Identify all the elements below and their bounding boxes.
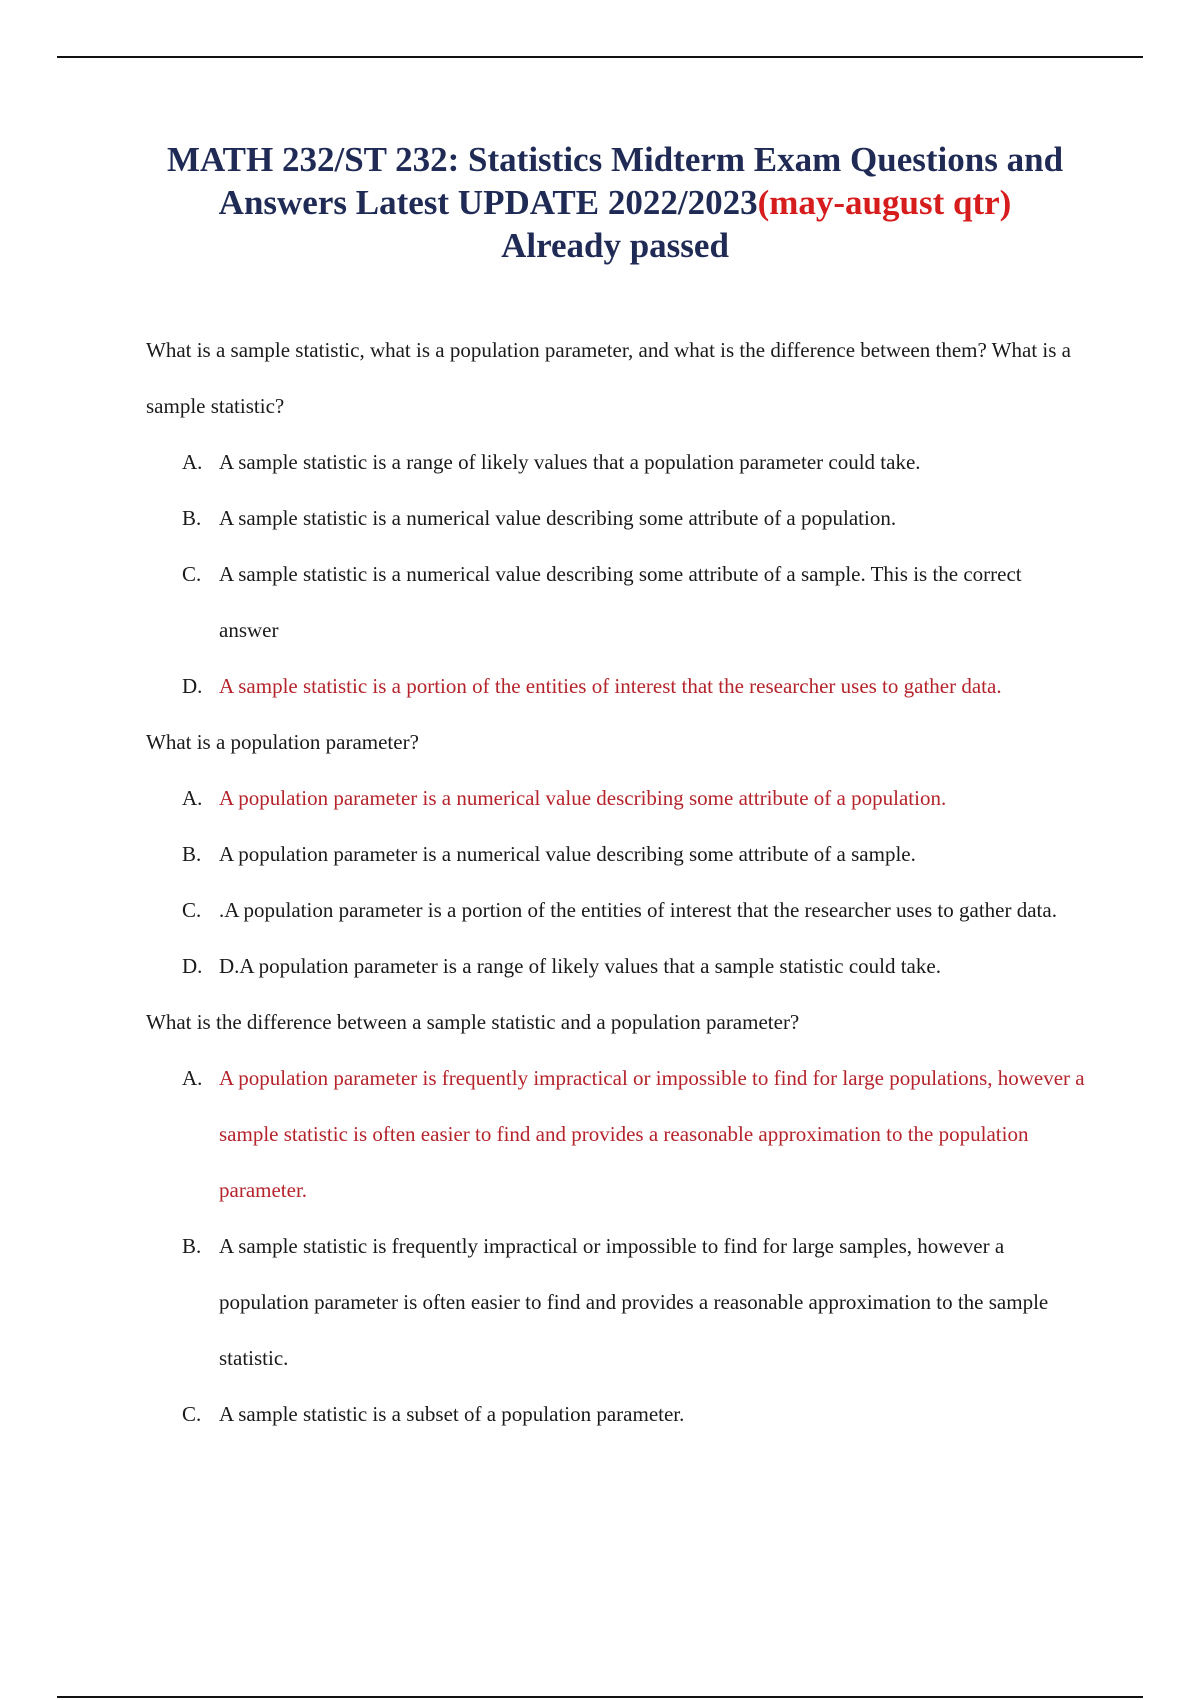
- option-text: A population parameter is frequently impractical or impossible to find for large populations, however a sample statistic is often easier to find and provides a reasonable approximation to the population parameter.: [219, 1066, 1085, 1202]
- option-letter: D.: [182, 954, 203, 978]
- q3-option-c: [146, 1386, 1086, 1442]
- option-text: A sample statistic is a range of likely values that a population parameter could take.: [219, 450, 921, 474]
- option-letter: B.: [182, 842, 202, 866]
- question-2-text: What is a population parameter?: [146, 730, 419, 754]
- option-text: A sample statistic is frequently impractical or impossible to find for large samples, however a population parameter is often easier to find and provides a reasonable approximation to the sample statistic.: [219, 1234, 1049, 1370]
- q2-option-c: [146, 882, 1086, 938]
- question-3-text: What is the difference between a sample statistic and a population parameter?: [146, 1010, 800, 1034]
- q1-option-a: [146, 434, 1086, 490]
- option-text: D.A population parameter is a range of likely values that a sample statistic could take.: [219, 954, 941, 978]
- option-letter: C.: [182, 898, 202, 922]
- option-letter: C.: [182, 1402, 202, 1426]
- option-letter: B.: [182, 506, 202, 530]
- option-letter: D.: [182, 674, 203, 698]
- q2-option-a-answer: [146, 770, 1086, 826]
- option-letter: A.: [182, 450, 203, 474]
- option-text: A population parameter is a numerical value describing some attribute of a population.: [219, 786, 947, 810]
- q1-option-d-answer: [146, 658, 1086, 714]
- option-text: A population parameter is a numerical value describing some attribute of a sample.: [219, 842, 916, 866]
- bottom-rule: [57, 1696, 1143, 1698]
- option-text: .A population parameter is a portion of the entities of interest that the researcher uses to gather data.: [219, 898, 1057, 922]
- q1-option-c: [146, 546, 1086, 658]
- q3-option-b: [146, 1218, 1086, 1386]
- option-letter: A.: [182, 786, 203, 810]
- question-2-options: [146, 770, 1086, 994]
- top-rule: [57, 56, 1143, 58]
- q2-option-b: [146, 826, 1086, 882]
- option-text: A sample statistic is a portion of the entities of interest that the researcher uses to gather data.: [219, 674, 1002, 698]
- q1-option-b: [146, 490, 1086, 546]
- option-text: A sample statistic is a numerical value describing some attribute of a sample. This is the correct answer: [219, 562, 1022, 642]
- option-text: A sample statistic is a subset of a population parameter.: [219, 1402, 685, 1426]
- option-letter: C.: [182, 562, 202, 586]
- page-title: [100, 138, 1130, 267]
- option-text: A sample statistic is a numerical value describing some attribute of a population.: [219, 506, 897, 530]
- title-main: MATH 232/ST 232: Statistics Midterm Exam Questions and Answers Latest UPDATE 2022/2023: [166, 140, 1064, 222]
- question-1-options: [146, 434, 1086, 714]
- title-highlight: (may-august qtr): [757, 183, 1012, 222]
- question-1-text: What is a sample statistic, what is a population parameter, and what is the difference between them? What is a sample statistic?: [146, 338, 1071, 418]
- question-3-options: [146, 1050, 1086, 1442]
- option-letter: B.: [182, 1234, 202, 1258]
- q2-option-d: [146, 938, 1086, 994]
- title-tail: Already passed: [501, 226, 729, 265]
- q3-option-a-answer: [146, 1050, 1086, 1218]
- document-body: [146, 322, 1086, 1442]
- option-letter: A.: [182, 1066, 203, 1090]
